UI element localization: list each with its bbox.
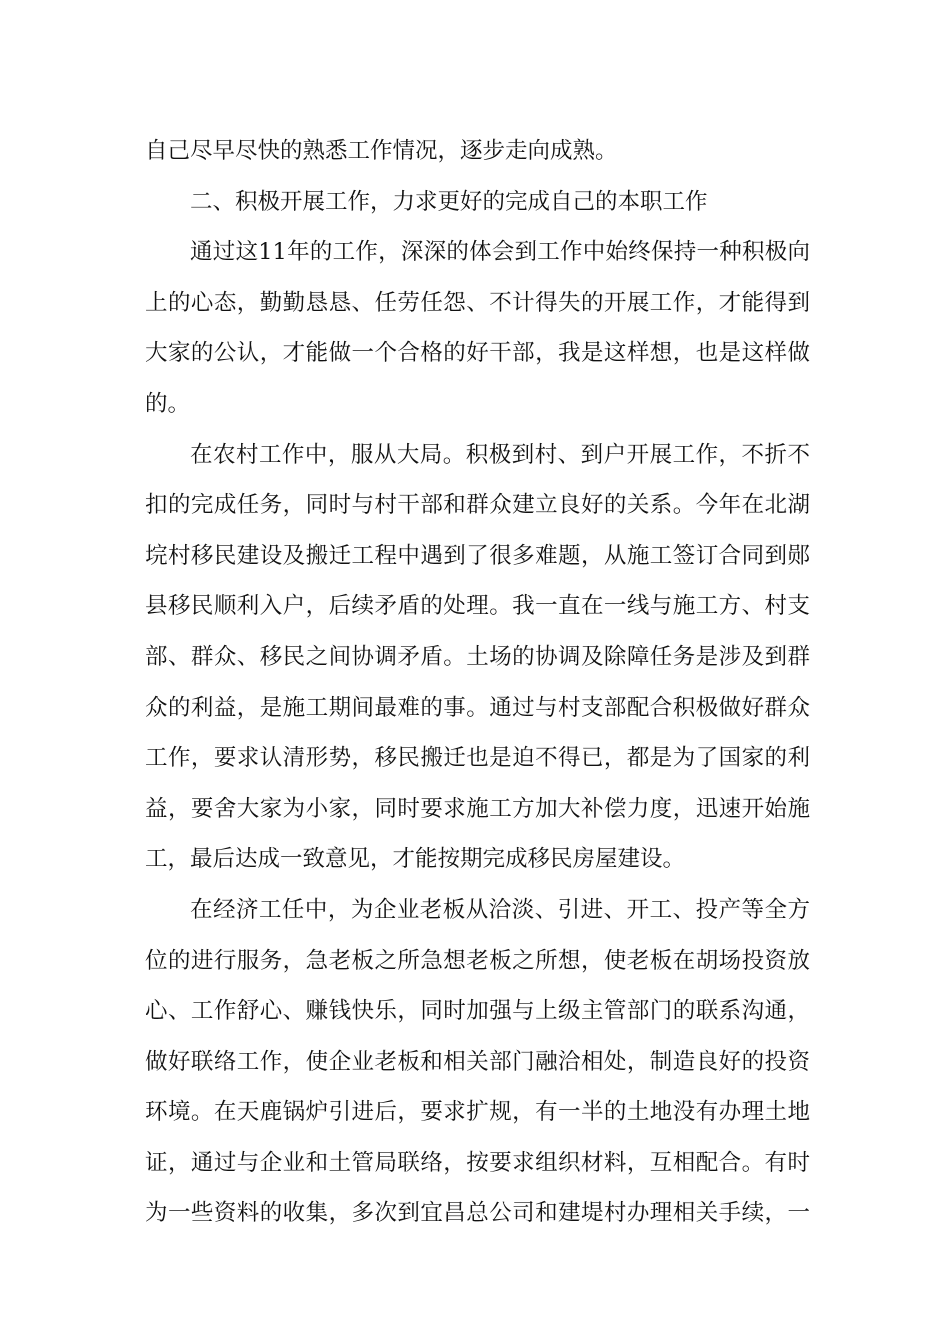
text-line: 在经济工任中，为企业老板从洽淡、引进、开工、投产等全方 xyxy=(190,896,810,923)
section-heading: 二、积极开展工作，力求更好的完成自己的本职工作 xyxy=(190,188,708,215)
text-line: 益，要舍大家为小家，同时要求施工方加大补偿力度，迅速开始施 xyxy=(145,795,810,822)
text-line: 部、群众、移民之间协调矛盾。土场的协调及除障任务是涉及到群 xyxy=(145,643,810,670)
text-line: 证，通过与企业和土管局联络，按要求组织材料，互相配合。有时 xyxy=(145,1149,810,1176)
text-line: 为一些资料的收集，多次到宜昌总公司和建堤村办理相关手续，一 xyxy=(145,1200,810,1227)
text-line: 位的进行服务，急老板之所急想老板之所想，使老板在胡场投资放 xyxy=(145,947,810,974)
text-line: 扣的完成任务，同时与村干部和群众建立良好的关系。今年在北湖 xyxy=(145,492,810,519)
text-line: 工作，要求认清形势，移民搬迁也是迫不得已，都是为了国家的利 xyxy=(145,745,810,772)
text-line: 的。 xyxy=(145,390,191,417)
text-line: 心、工作舒心、赚钱快乐，同时加强与上级主管部门的联系沟通， xyxy=(145,998,810,1025)
text-line: 众的利益，是施工期间最难的事。通过与村支部配合积极做好群众 xyxy=(145,694,810,721)
text-line: 通过这11年的工作，深深的体会到工作中始终保持一种积极向 xyxy=(190,239,810,266)
text-line: 大家的公认，才能做一个合格的好干部，我是这样想，也是这样做 xyxy=(145,340,810,367)
text-line: 垸村移民建设及搬迁工程中遇到了很多难题，从施工签订合同到郧 xyxy=(145,542,810,569)
text-line: 自己尽早尽快的熟悉工作情况，逐步走向成熟。 xyxy=(145,138,618,164)
text-line: 县移民顺利入户，后续矛盾的处理。我一直在一线与施工方、村支 xyxy=(145,593,810,620)
text-line: 在农村工作中，服从大局。积极到村、到户开展工作，不折不 xyxy=(190,441,810,468)
text-line: 上的心态，勤勤恳恳、任劳任怨、不计得失的开展工作，才能得到 xyxy=(145,289,810,316)
text-line: 做好联络工作，使企业老板和相关部门融洽相处，制造良好的投资 xyxy=(145,1048,810,1075)
text-line: 工，最后达成一致意见，才能按期完成移民房屋建设。 xyxy=(145,846,686,873)
text-line: 环境。在天鹿锅炉引进后，要求扩规，有一半的土地没有办理土地 xyxy=(145,1099,810,1126)
document-body xyxy=(145,126,810,1239)
